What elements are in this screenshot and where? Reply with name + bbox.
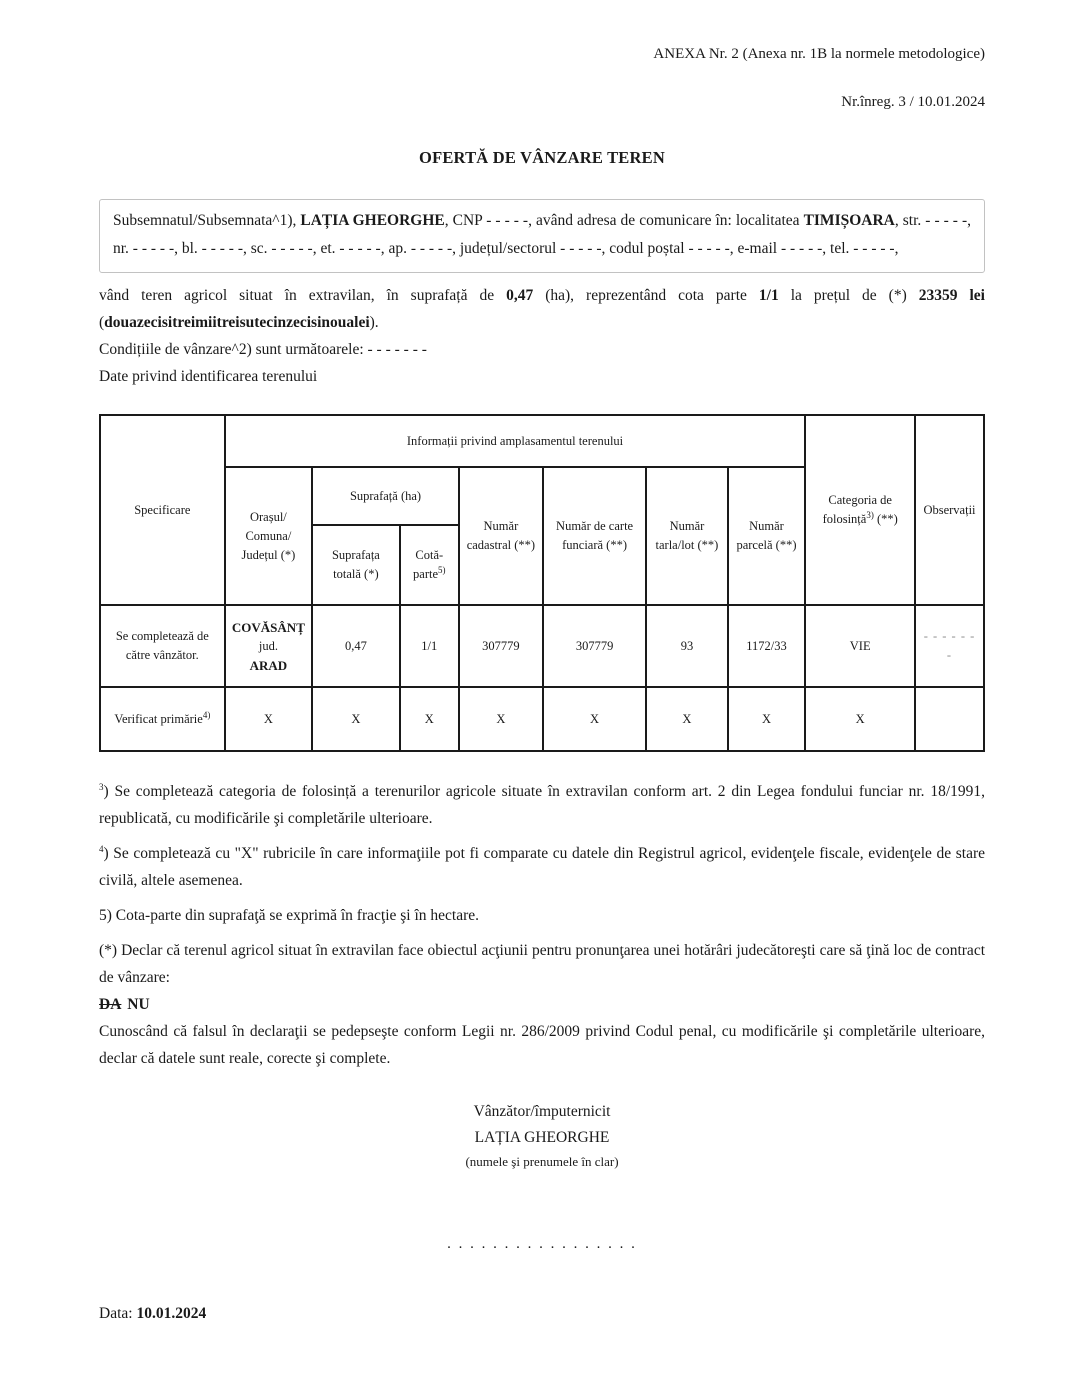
share-value: 1/1 <box>758 287 779 304</box>
price-value: 23359 lei <box>918 287 985 304</box>
col-header-suprafata-totala: Suprafața totală (*) <box>312 525 400 605</box>
row-label-se-completeaza: Se completează de către vânzător. <box>100 605 225 687</box>
date-label: Data: <box>99 1305 137 1322</box>
date-value: 10.01.2024 <box>136 1305 207 1322</box>
land-identification-table <box>99 414 985 752</box>
cell-tarla-lot: 93 <box>646 605 727 687</box>
cell-carte-funciara: 307779 <box>543 605 646 687</box>
cota-parte-label: Cotă-parte <box>413 548 444 581</box>
commune-name: COVĂSÂNȚ <box>231 619 305 635</box>
cell-categoria-folosinta: VIE <box>805 605 915 687</box>
date-line <box>99 1305 985 1323</box>
verified-row <box>100 687 984 751</box>
verificat-label: Verificat primărie <box>114 711 203 726</box>
col-header-oras-comuna-judet: Orașul/ Comuna/ Județul (*) <box>225 467 313 605</box>
cell-observatii: - - - - - - - <box>915 605 984 687</box>
col-header-parcela: Număr parcelă (**) <box>728 467 806 605</box>
declarant-text-2: , CNP - - - - -, având adresa de comunicare în: localitatea <box>444 212 804 229</box>
land-identification-heading: Date privind identificarea terenului <box>99 368 318 385</box>
check-suprafata: X <box>312 687 400 751</box>
signature-dotted-line: . . . . . . . . . . . . . . . . . <box>447 1236 637 1252</box>
cell-parcela: 1172/33 <box>728 605 806 687</box>
signature-note: (numele şi prenumele în clar) <box>465 1154 619 1169</box>
categoria-label: Categoria de folosință <box>822 493 892 526</box>
check-cota: X <box>400 687 459 751</box>
conditions-line: Condițiile de vânzare^2) sunt următoarele: - - - - - - - <box>99 341 427 358</box>
declarant-text-1: Subsemnatul/Subsemnata^1), <box>113 212 301 229</box>
col-header-categoria-folosinta <box>805 415 915 605</box>
da-option-struck: DA <box>99 996 122 1013</box>
sale-text-5: ). <box>369 314 379 331</box>
document-title: OFERTĂ DE VÂNZARE TEREN <box>419 148 665 167</box>
registration-number: Nr.înreg. 3 / 10.01.2024 <box>841 94 985 110</box>
footnote-3-text: ) Se completează categoria de folosință a terenurilor agricole situate în extravilan conform art. 2 din Legea fondului funciar nr. 18/1991, republicată, cu modificările şi completările ulterioare. <box>99 783 985 827</box>
cell-suprafata-totala: 0,47 <box>312 605 400 687</box>
footnote-3-marker: 3 <box>99 781 104 792</box>
seller-data-row <box>100 605 984 687</box>
sale-paragraph <box>99 282 985 336</box>
declarant-box <box>99 199 985 273</box>
col-header-specificare: Specificare <box>100 415 225 605</box>
col-header-info-amplasament: Informații privind amplasamentul terenului <box>225 415 806 467</box>
seller-name: LAȚIA GHEORGHE <box>300 212 445 229</box>
sale-text-1: vând teren agricol situat în extravilan, în suprafață de <box>99 287 507 304</box>
cell-cota-parte: 1/1 <box>400 605 459 687</box>
nu-option: NU <box>127 996 150 1013</box>
col-header-tarla-lot: Număr tarla/lot (**) <box>646 467 727 605</box>
check-parcela: X <box>728 687 806 751</box>
col-header-carte-funciara: Număr de carte funciară (**) <box>543 467 646 605</box>
sale-text-2: (ha), reprezentând cota parte <box>533 287 759 304</box>
penal-declaration: Cunoscând că falsul în declaraţii se pedepseşte conform Legii nr. 286/2009 privind Codul penal, cu modificările şi completările ulterioare, declar că datele sunt reale, corecte şi complete. <box>99 1023 985 1067</box>
jud-label: jud. <box>258 638 278 653</box>
sale-text-4: ( <box>99 314 105 331</box>
categoria-footnote-ref: 3) <box>866 509 874 520</box>
col-header-numar-cadastral: Număr cadastral (**) <box>459 467 543 605</box>
row-label-verificat-primarie <box>100 687 225 751</box>
cell-numar-cadastral: 307779 <box>459 605 543 687</box>
check-observatii-empty <box>915 687 984 751</box>
signature-name: LAȚIA GHEORGHE <box>474 1129 610 1146</box>
footnote-4 <box>99 840 985 894</box>
footnote-star: (*) Declar că terenul agricol situat în extravilan face obiectul acţiunii pentru pronunţarea unei hotărâri judecătoreşti care să ţină loc de contract de vânzare: <box>99 942 985 986</box>
categoria-suffix: (**) <box>873 512 898 526</box>
col-header-cota-parte <box>400 525 459 605</box>
check-tarla: X <box>646 687 727 751</box>
signature-block <box>99 1099 985 1173</box>
footnote-4-text: ) Se completează cu "X" rubricile în care informaţiile pot fi comparate cu datele din Registrul agricol, evidenţele fiscale, evidenţele de stare civilă, altele asemenea. <box>99 845 985 889</box>
locality-name: TIMIȘOARA <box>803 212 895 229</box>
footnote-5: 5) Cota-parte din suprafaţă se exprimă în fracţie şi în hectare. <box>99 907 480 924</box>
col-header-suprafata-ha: Suprafață (ha) <box>312 467 459 525</box>
check-oras: X <box>225 687 313 751</box>
declarant-text-3: , str. - - - - -, nr. - - - - -, bl. - - - - -, sc. - - - - -, et. - - - - -, ap. - - - - -, județul/sectorul - - - - -, codul poștal - - - - -, e-mail - - - - -, tel. - - - - -, <box>113 212 971 257</box>
footnote-3 <box>99 778 985 832</box>
verificat-footnote-ref: 4) <box>202 709 211 720</box>
check-carte-funciara: X <box>543 687 646 751</box>
footnote-4-marker: 4 <box>99 843 104 854</box>
surface-value: 0,47 <box>506 287 534 304</box>
col-header-observatii: Observații <box>915 415 984 605</box>
county-name: ARAD <box>249 657 288 673</box>
cota-parte-footnote-ref: 5) <box>438 564 446 575</box>
check-categoria: X <box>805 687 915 751</box>
signature-role: Vânzător/împuternicit <box>473 1103 611 1120</box>
check-cadastral: X <box>459 687 543 751</box>
cell-oras-comuna-judet <box>225 605 313 687</box>
da-nu-line <box>99 991 985 1018</box>
anexa-heading: ANEXA Nr. 2 (Anexa nr. 1B la normele metodologice) <box>653 46 985 62</box>
price-in-words: douazecisitreimiitreisutecinzecisinoualei <box>104 314 370 331</box>
sale-text-3: la prețul de (*) <box>778 287 919 304</box>
